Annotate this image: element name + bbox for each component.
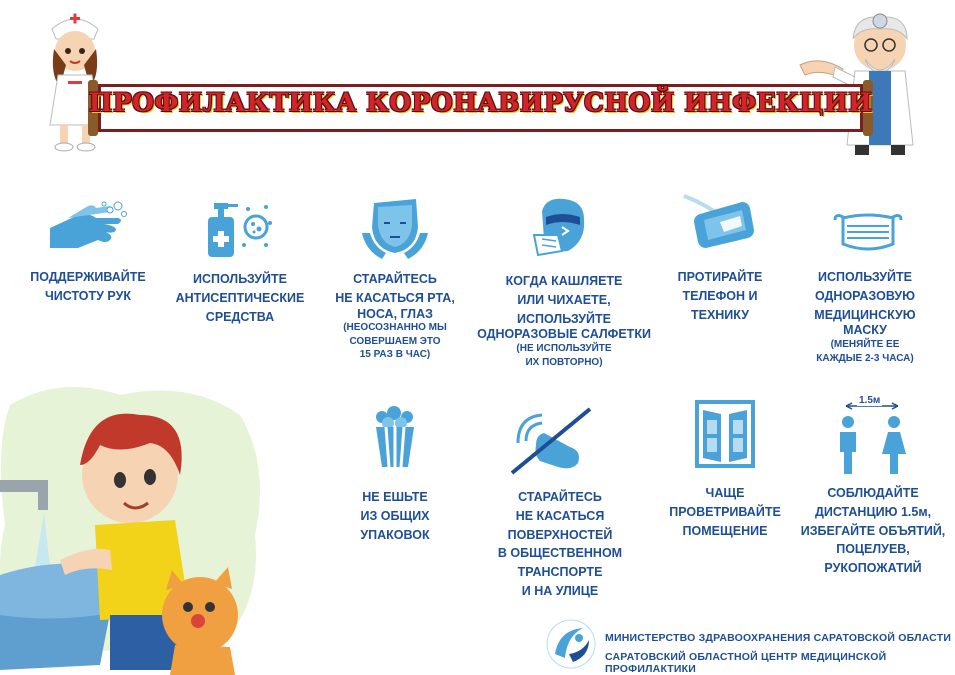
tip-note: (НЕОСОЗНАННО МЫ bbox=[343, 322, 447, 334]
boy-washing-hands-illustration bbox=[0, 385, 270, 675]
popcorn-icon bbox=[370, 405, 420, 470]
tip-line: ТРАНСПОРТЕ bbox=[517, 565, 603, 579]
ministry-line-1: МИНИСТЕРСТВО ЗДРАВООХРАНЕНИЯ САРАТОВСКОЙ ОБЛАСТИ bbox=[605, 632, 952, 644]
tip-cough-tissue bbox=[476, 272, 652, 369]
tip-line: ИЛИ ЧИХАЕТЕ, bbox=[517, 292, 611, 307]
tip-line: ЧАЩЕ bbox=[705, 486, 745, 500]
tip-line: ТЕХНИКУ bbox=[690, 307, 750, 322]
tip-no-shared-food bbox=[335, 488, 455, 544]
tip-line: ПОВЕРХНОСТЕЙ bbox=[507, 527, 613, 542]
tip-note: ИХ ПОВТОРНО) bbox=[525, 356, 603, 368]
page-title: ПРОФИЛАКТИКА КОРОНАВИРУСНОЙ ИНФЕКЦИИ bbox=[88, 88, 873, 117]
tip-line: ПОМЕЩЕНИЕ bbox=[682, 523, 768, 538]
tip-line: НЕ КАСАТЬСЯ РТА, bbox=[335, 290, 455, 305]
tip-line: ПОЦЕЛУЕВ, bbox=[836, 542, 910, 557]
tip-line: МЕДИЦИНСКУЮ bbox=[814, 307, 916, 322]
tip-line: ИСПОЛЬЗУЙТЕ bbox=[818, 270, 912, 284]
window-icon bbox=[695, 400, 755, 470]
tip-line: ПРОТИРАЙТЕ bbox=[677, 270, 763, 284]
tip-wipe-phone bbox=[660, 268, 780, 324]
tip-line: ИЗБЕГАЙТЕ ОБЪЯТИЙ, bbox=[800, 523, 946, 538]
tip-note: 15 РАЗ В ЧАС) bbox=[359, 349, 431, 361]
tip-keep-distance bbox=[795, 484, 951, 578]
no-touch-icon bbox=[510, 405, 595, 475]
tip-line: ОДНОРАЗОВЫЕ САЛФЕТКИ bbox=[477, 327, 651, 342]
tip-line: СРЕДСТВА bbox=[205, 309, 275, 324]
tip-hand-hygiene bbox=[18, 268, 158, 306]
tip-line: В ОБЩЕСТВЕННОМ bbox=[497, 546, 623, 561]
tip-note: СОВЕРШАЕМ ЭТО bbox=[349, 335, 441, 347]
tip-note: КАЖДЫЕ 2-3 ЧАСА) bbox=[816, 352, 914, 364]
tip-line: НЕ ЕШЬТЕ bbox=[362, 490, 428, 504]
tip-line: ЧИСТОТУ РУК bbox=[45, 288, 131, 303]
distance-label: 1.5м bbox=[859, 395, 881, 406]
tip-line: СОБЛЮДАЙТЕ bbox=[827, 486, 919, 500]
tip-line: ДИСТАНЦИЮ 1.5м, bbox=[814, 504, 932, 519]
tip-line: ИЗ ОБЩИХ bbox=[360, 508, 430, 523]
tip-line: АНТИСЕПТИЧЕСКИЕ bbox=[175, 290, 305, 305]
tip-line: ПРОВЕТРИВАЙТЕ bbox=[669, 504, 781, 519]
tip-note: (МЕНЯЙТЕ ЕЕ bbox=[830, 339, 900, 350]
tip-antiseptic bbox=[170, 270, 310, 326]
tip-no-surface-touch bbox=[490, 488, 630, 601]
tip-line: НЕ КАСАТЬСЯ bbox=[515, 508, 605, 523]
face-touch-icon bbox=[360, 193, 430, 263]
tip-line: ПОДДЕРЖИВАЙТЕ bbox=[30, 270, 146, 284]
ministry-line-2: САРАТОВСКИЙ ОБЛАСТНОЙ ЦЕНТР МЕДИЦИНСКОЙ ПРОФИЛАКТИКИ bbox=[605, 651, 887, 675]
sneeze-tissue-icon bbox=[532, 195, 592, 260]
tip-line: ТЕЛЕФОН И bbox=[682, 288, 758, 303]
tip-line: И НА УЛИЦЕ bbox=[521, 583, 599, 598]
tip-line: МАСКУ bbox=[843, 323, 887, 338]
title-banner bbox=[88, 80, 873, 136]
tip-line: УПАКОВОК bbox=[360, 527, 430, 542]
tip-line: НОСА, ГЛАЗ bbox=[357, 306, 433, 321]
tip-note: (НЕ ИСПОЛЬЗУЙТЕ bbox=[516, 343, 612, 354]
hands-washing-icon bbox=[48, 198, 128, 258]
tip-no-face-touch bbox=[330, 270, 460, 362]
tip-line: ОДНОРАЗОВУЮ bbox=[814, 288, 916, 303]
sanitizer-icon bbox=[204, 195, 274, 260]
tip-line: ИСПОЛЬЗУЙТЕ bbox=[193, 272, 287, 286]
tip-ventilate bbox=[660, 484, 790, 540]
ministry-logo-icon bbox=[543, 618, 599, 670]
tip-wear-mask bbox=[795, 268, 935, 365]
tip-line: СТАРАЙТЕСЬ bbox=[353, 272, 437, 286]
tip-line: ИСПОЛЬЗУЙТЕ bbox=[517, 311, 611, 326]
tip-line: РУКОПОЖАТИЙ bbox=[824, 561, 922, 575]
tip-line: СТАРАЙТЕСЬ bbox=[518, 490, 602, 504]
tip-line: КОГДА КАШЛЯЕТЕ bbox=[505, 274, 623, 288]
phone-wipe-icon bbox=[680, 192, 760, 257]
mask-icon bbox=[833, 210, 903, 255]
